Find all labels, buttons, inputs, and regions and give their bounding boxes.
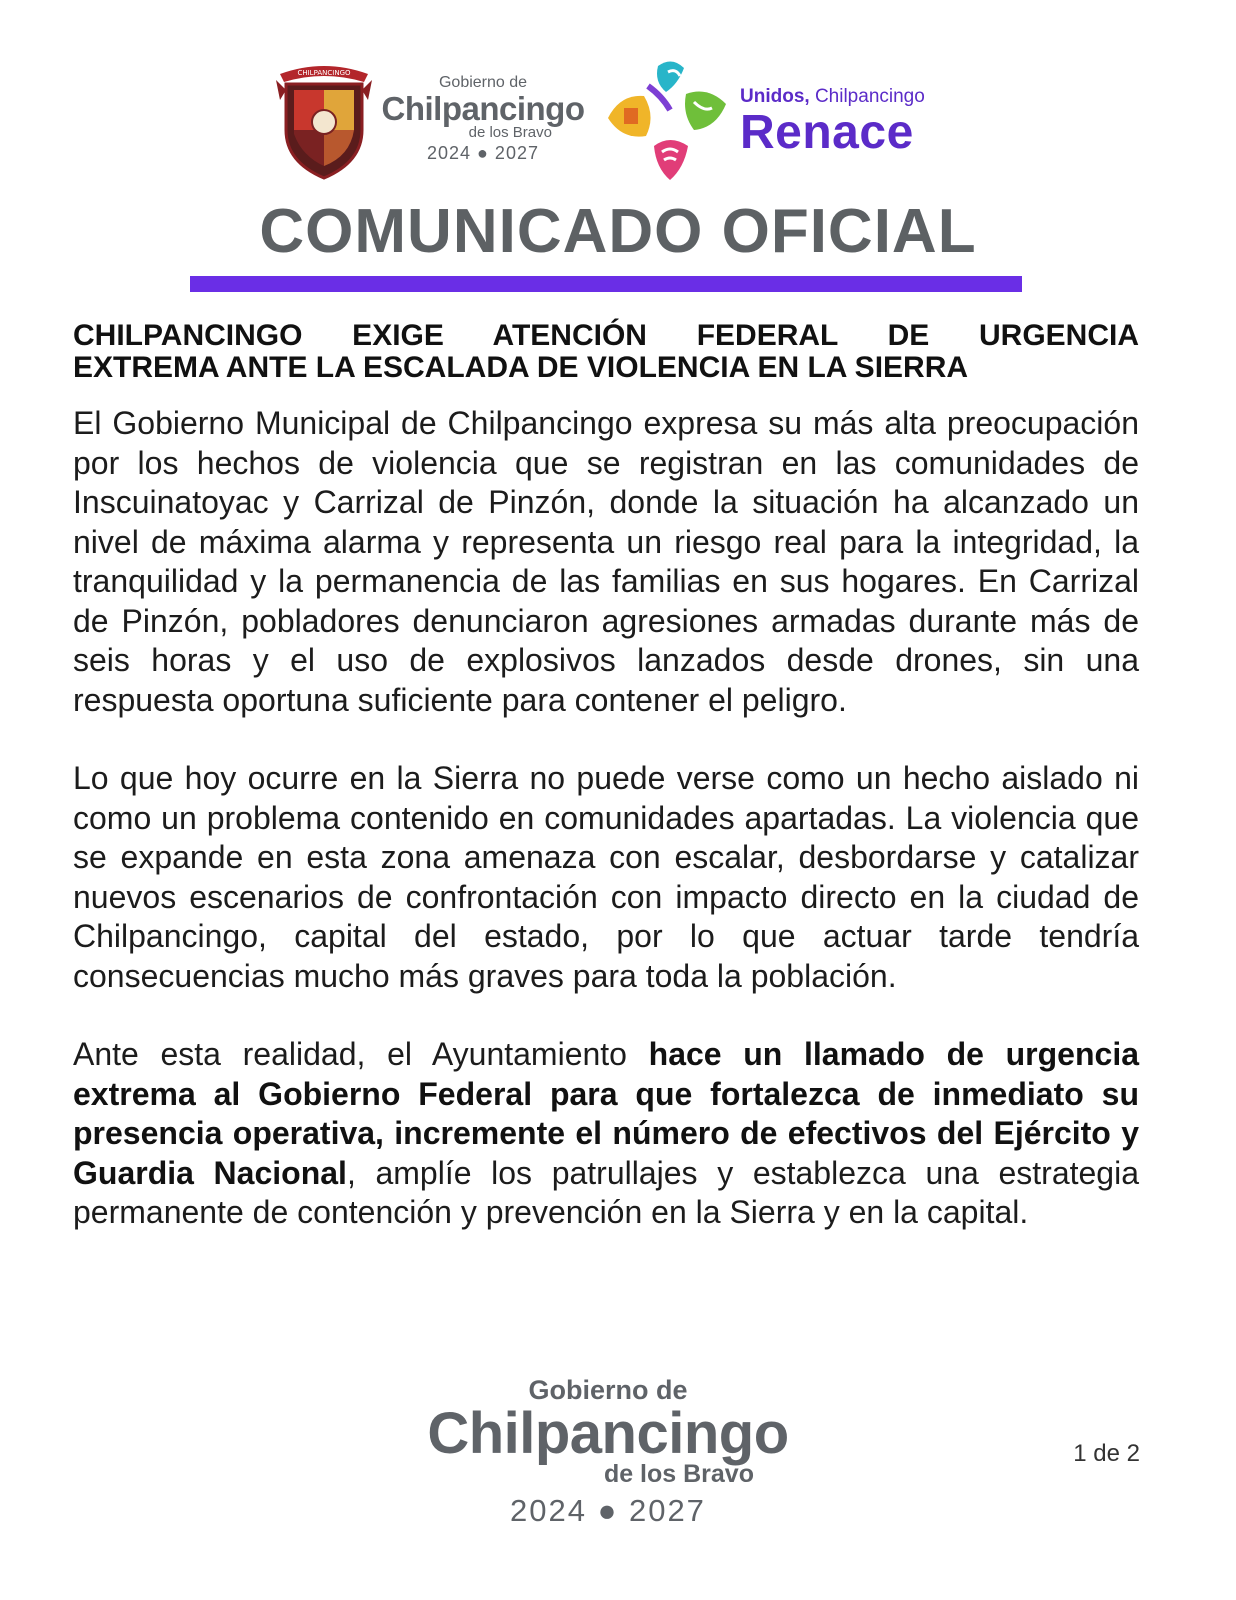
paragraph-3-start: Ante esta realidad, el Ayuntamiento [73, 1036, 649, 1072]
paragraph-3-emphasis: hace un llamado de urgencia extrema al Gobierno Federal para que fortalezca de inmediato su presencia operativa, incremente el número de efectivos del Ejército y Guardia Nacional [73, 1036, 1140, 1191]
renace-tagline-rest: Chilpancingo [809, 86, 925, 107]
paragraph-1: El Gobierno Municipal de Chilpancingo expresa su más alta preocupación por los hechos de violencia que se registran en las comunidades de Inscuinatoyac y Carrizal de Pinzón, donde la situación ha alcanzado un nivel de máxima alarma y representa un riesgo real para la integridad, la tranquilidad y la permanencia de las familias en sus hogares. En Carrizal de Pinzón, pobladores denunciaron agresiones armadas durante más de seis horas y el uso de explosivos lanzados desde drones, sin una respuesta oportuna suficiente para contener el peligro. [73, 405, 1139, 718]
renace-logo [740, 86, 925, 158]
gov-logo-subtitle: de los Bravo [468, 124, 552, 141]
headline-line-1: CHILPANCINGO EXIGE ATENCIÓN FEDERAL DE URGENCIA [73, 319, 1139, 352]
title-underline [190, 276, 1022, 292]
shield-label: CHILPANCINGO [297, 69, 351, 77]
header [0, 56, 1236, 186]
renace-tagline [740, 86, 925, 108]
paragraph-3 [73, 1035, 1139, 1233]
footer-logo-line1: Gobierno de [528, 1375, 688, 1405]
paragraph-3-end: , amplíe los patrullajes y establezca una estrategia permanente de contención y prevención en la Sierra y en la capital. [73, 1154, 1140, 1230]
footer-logo-city: Chilpancingo [427, 1401, 789, 1466]
coat-of-arms-icon [272, 60, 376, 180]
renace-wordmark: Renace [740, 106, 914, 159]
page-number: 1 de 2 [1073, 1440, 1140, 1467]
headline-line-2: EXTREMA ANTE LA ESCALADA DE VIOLENCIA EN LA SIERRA [73, 351, 969, 384]
footer-logo [418, 1374, 798, 1536]
gov-logo-city: Chilpancingo [381, 90, 585, 127]
page-title: COMUNICADO OFICIAL [259, 197, 977, 266]
gov-logo [378, 74, 588, 166]
renace-tagline-bold: Unidos, [740, 86, 810, 107]
paragraph-2: Lo que hoy ocurre en la Sierra no puede verse como un hecho aislado ni como un problema contenido en comunidades apartadas. La violencia que se expande en esta zona amenaza con escalar, desbordarse y catalizar nuevos escenarios de confrontación con impacto directo en la ciudad de Chilpancingo, capital del estado, por lo que actuar tarde tendría consecuencias mucho más graves para toda la población. [73, 760, 1139, 994]
gov-logo-years: 2024 ● 2027 [427, 143, 539, 163]
headline [73, 320, 1139, 384]
renace-emblem-icon [608, 56, 736, 186]
footer-logo-subtitle: de los Bravo [603, 1460, 754, 1488]
gov-logo-line1: Gobierno de [438, 74, 528, 91]
document-body [73, 320, 1139, 1233]
footer-logo-years: 2024 ● 2027 [510, 1493, 706, 1528]
